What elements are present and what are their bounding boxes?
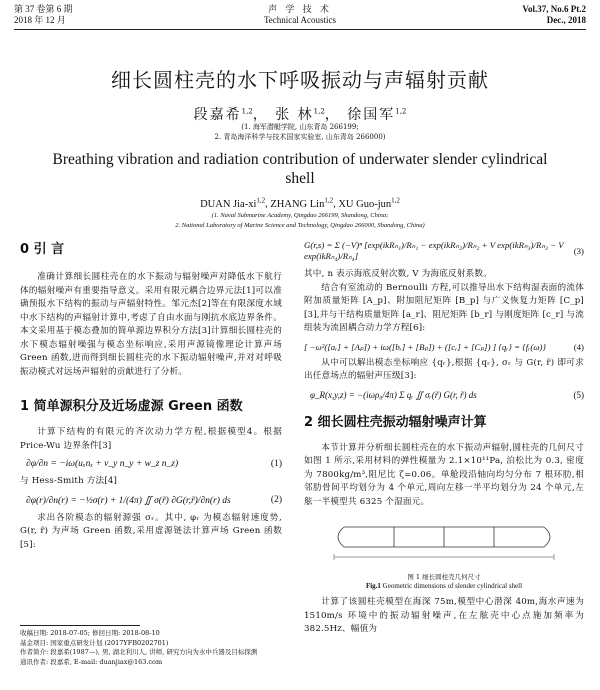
footnote <box>20 629 290 667</box>
paragraph: 结合有室流动的 Bernoulli 方程,可以推导出水下结构湿表面的流体附加质量矩阵 [A_p]、附加阻尼矩阵 [B_p] 与广义恢复力矩阵 [C_p][3],并与干结构质量矩阵 [a_r]、阻尼矩阵 [b_r] 与刚度矩阵 [c_r] 与流组装为流固耦合动力学方程[6]: <box>304 282 584 333</box>
section-heading-2: 2 细长圆柱壳振动辐射噪声计算 <box>304 414 487 430</box>
paper-title-cn: 细长圆柱壳的水下呼吸振动与声辐射贡献 <box>111 68 489 92</box>
author-en: ZHANG Lin$^{1,2}$ <box>270 196 334 210</box>
paragraph: 本节计算并分析细长圆柱壳在的水下振动声辐射,圆柱壳的几何尺寸如图 1 所示,采用材料的弹性模量为 2.1×10¹¹Pa, 泊松比为 0.3, 密度为 7800kg/m³,阻尼比 ζ=0.06。单舱段沿轴向均匀分布 7 根环肋,相邻肋骨间平均划分为 4 个单元,周向左移一半平均划分为 24 个单元,左舷一半模型共 6325 个湿面元。 <box>304 442 584 507</box>
volume-en: Vol.37, No.6 Pt.2 <box>522 4 586 14</box>
figure-1-cylinder-diagram <box>304 509 584 569</box>
equation-2 <box>26 495 282 506</box>
affiliation-line: (1. Naval Submarine Academy, Qingdao 266199, Shandong, China; <box>211 212 389 219</box>
paragraph: 与 Hess-Smith 方法[4] <box>20 476 118 486</box>
equation-1 <box>26 459 282 469</box>
paragraph: 从中可以解出模态坐标响应 {qᵣ},根据 {qᵣ}, σᵣ 与 G(r, r̃) 即可求出任意场点的辐射声压级[3]: <box>304 357 584 381</box>
equation-number: (1) <box>270 459 282 469</box>
journal-name-en: Technical Acoustics <box>263 15 337 25</box>
affiliations-en <box>30 211 570 230</box>
footnote-author-bio: 作者简介: 段嘉希(1987—), 男, 湖北利川人, 讲师, 研究方向为水中兵器及目标探测 <box>20 648 258 656</box>
paragraph: 计算下结构的有限元的齐次动力学方程,根据模型4。根据 Price-Wu 边界条件[3] <box>20 427 282 451</box>
running-header <box>14 4 586 30</box>
left-column <box>20 238 282 552</box>
cylinder-shell-outline <box>334 527 554 560</box>
section-heading-1: 1 简单源积分及近场虚源 Green 函数 <box>20 399 243 414</box>
issue-date: 2018 年 12 月 <box>14 15 66 25</box>
paragraph: 其中, n 表示海底反射次数, V 为海底反射系数。 <box>304 269 493 279</box>
paper-title-en: Breathing vibration and radiation contribution of underwater slender cylindrical shell <box>52 151 548 187</box>
figure-caption-en <box>304 582 584 590</box>
equation-body: φ_R(x,y,z) = −(iωρ₀/4π) Σ qᵣ ∬ σᵣ(r̃) G(r, r̃) ds <box>310 389 477 400</box>
affiliation-line: (1. 海军潜艇学院, 山东青岛 266199; <box>241 123 359 131</box>
footnote-rule <box>20 625 140 626</box>
header-center <box>14 4 586 26</box>
affiliation-line: 2. 青岛海洋科学与技术国家实验室, 山东青岛 266000) <box>214 133 386 141</box>
equation-body: ∂φ/∂n = −iω(uₓnₓ + v_y n_y + w_z n_z) <box>26 459 179 469</box>
volume-issue: 第 37 卷第 6 期 <box>14 4 73 14</box>
paragraph: 计算了该圆柱壳模型在海深 75m,模型中心潜深 40m,海水声速为 1510m/s 环境中的振动辐射噪声,在左舷壳中心点施加频率为 382.5Hz、幅值为 <box>304 597 584 634</box>
equation-body: G(r,s) = Σ (−V)ⁿ [exp(ikRₙ₁)/Rₙ₁ − exp(ikRₙ₂)/Rₙ₂ + V exp(ikRₙ₃)/Rₙ₃ − V exp(ikRₙ₄)/Rₙ₄] <box>304 240 564 261</box>
figure-caption-text: Geometric dimensions of slender cylindrical shell <box>382 582 523 590</box>
author-cn: 徐国军$^{1,2}$ <box>347 107 407 123</box>
equation-number: (2) <box>270 495 282 505</box>
equation-number: (3) <box>573 246 584 256</box>
right-column <box>304 238 584 637</box>
affiliation-line: 2. National Laboratory of Marine Science and Technology, Qingdao 266000, Shandong, China) <box>175 221 425 229</box>
header-right <box>522 4 586 26</box>
author-cn: 张 林$^{1,2}$ <box>275 107 325 123</box>
paragraph: 求出各阶模态的辐射源强 σᵣ。其中, φᵣ 为模态辐射速度势, G(r, r̃) 为声场 Green 函数,采用虚源链法计算声场 Green 函数[5]: <box>20 512 282 550</box>
equation-5 <box>310 390 584 401</box>
equation-4 <box>304 342 584 353</box>
equation-body: ∂φ(r)/∂n(r) = −½σ(r) + 1/(4π) ∬ σ(r̃) ∂G(r,r̃)/∂n(r) ds <box>26 495 231 506</box>
equation-number: (5) <box>573 390 584 400</box>
equation-3 <box>304 240 584 262</box>
authors-en: DUAN Jia-xi$^{1,2}$, ZHANG Lin$^{1,2}$, XU Guo-jun$^{1,2}$ <box>200 196 400 210</box>
affiliations-cn <box>0 122 600 142</box>
figure-label: Fig.1 <box>365 582 381 590</box>
footnote-corresponding: 通讯作者: 段嘉希, E-mail: duanjiax@163.com <box>20 657 163 666</box>
figure-caption-cn: 图 1 细长圆柱壳几何尺寸 <box>407 573 481 581</box>
authors-cn: 段嘉希$^{1,2}$， 张 林$^{1,2}$， 徐国军$^{1,2}$ <box>193 107 407 123</box>
header-rule <box>14 29 586 30</box>
author-en: DUAN Jia-xi$^{1,2}$ <box>200 196 266 210</box>
date-en: Dec., 2018 <box>546 15 586 25</box>
section-heading-intro: 0 引 言 <box>20 242 65 257</box>
footnote-funding: 基金项目: 国家重点研发计划 (2017YFB0202701) <box>20 638 169 647</box>
intro-paragraph: 准确计算细长圆柱壳在的水下振动与辐射噪声对降低水下航行体的辐射噪声有重要指导意义。采用有限元耦合边界元法[1]可以准确预报水下结构的振动与声辐射特性。邹元杰[2]等在有限深度水域中水下结构的声辐射计算中,考虑了自由水面与刚抗水底边界条件。本文采用基于模态叠加的简单源边界积分方法[3]计算细长圆柱壳的水下模态辐射噪强与模态坐标响应,采用声源镜像理论计算声场Green 函数,进而得到细长圆柱壳的水下振动辐射噪声,并对对呼吸振动模式对远场声辐射的贡献进行了分析。 <box>20 272 282 377</box>
footnote-received: 收稿日期: 2018-07-05; 修回日期: 2018-08-10 <box>20 629 160 637</box>
author-cn: 段嘉希$^{1,2}$ <box>193 107 253 123</box>
equation-body: [ −ω²([aᵣ] + [Aₚ]) + iω([bᵣ] + [Bₚ]) + ([cᵣ] + [Cₚ]) ] {qᵣ} = {fᵣ(ω)} <box>304 341 546 352</box>
journal-name-cn: 声 学 技 术 <box>268 4 332 14</box>
author-en: XU Guo-jun$^{1,2}$ <box>338 196 400 210</box>
equation-number: (4) <box>573 342 584 352</box>
